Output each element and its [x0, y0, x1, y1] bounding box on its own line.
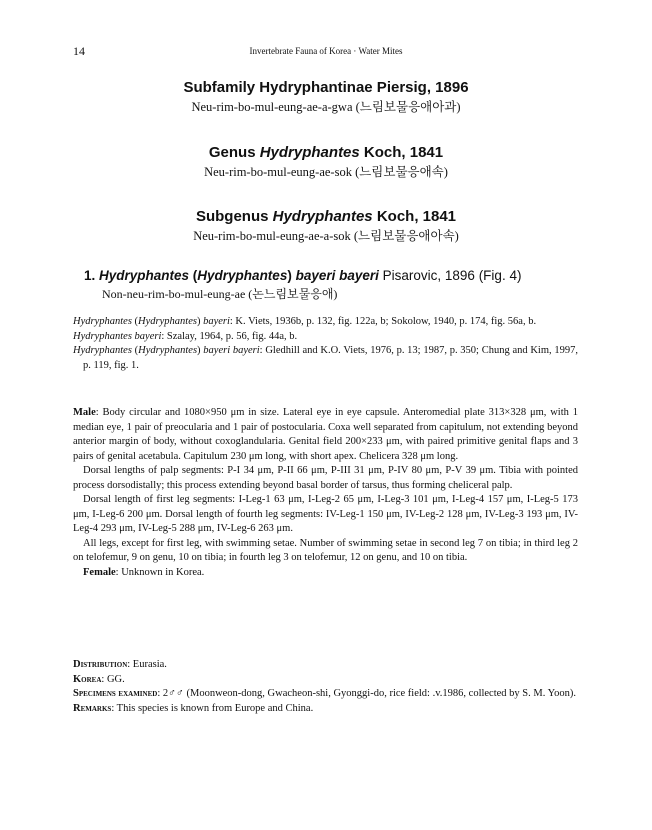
genus-heading: [0, 143, 652, 181]
setae-description: All legs, except for first leg, with swimming setae. Number of swimming setae in second leg 7 on tibia; in third leg 2 on telofemur, 9 on genu, 10 on tibia; in fourth leg 3 on telofemur, 12 on genu, and 10 on tibia.: [73, 537, 578, 563]
subgenus-prefix: Subgenus: [195, 208, 273, 225]
palp-description: Dorsal lengths of palp segments: P-I 34 μm, P-II 66 μm, P-III 31 μm, P-IV 80 μm, P-V 39 μm. Tibia with pointed process dorsodistally; this process extending beyond basal border of tarsus, thus forming cheliceral palp.: [73, 465, 578, 491]
distribution-note: [73, 658, 578, 673]
genus-korean-name: Neu-rim-bo-mul-eung-ae-sok (느림보물응애속): [204, 165, 448, 179]
subgenus-title: [0, 207, 652, 227]
remarks-text: : This species is known from Europe and China.: [111, 702, 314, 714]
synonym-subgenus: Hydryphantes: [138, 345, 198, 356]
subfamily-korean-name: Neu-rim-bo-mul-eung-ae-a-gwa (느림보물응애아과): [191, 100, 461, 114]
synonym-epithet: bayeri: [203, 316, 230, 327]
subgenus-author: Koch, 1841: [372, 208, 457, 225]
synonym-genus: Hydryphantes: [73, 330, 132, 342]
subgenus-heading: [0, 207, 652, 245]
species-subgenus: Hydryphantes: [197, 268, 288, 283]
female-description: [73, 566, 578, 581]
synonym-epithet: bayeri bayeri: [203, 345, 260, 356]
female-text: : Unknown in Korea.: [115, 566, 205, 578]
species-korean-name: Non-neu-rim-bo-mul-eung-ae (논느림보물응애): [102, 287, 338, 301]
specimens-label: Specimens examined: [73, 688, 158, 699]
synonym-citation: : K. Viets, 1936b, p. 132, fig. 122a, b; Sokolow, 1940, p. 174, fig. 56a, b.: [229, 316, 537, 327]
synonym-citation: : Szalay, 1964, p. 56, fig. 44a, b.: [161, 330, 298, 342]
male-description: [73, 406, 578, 464]
synonymy-list: [73, 315, 578, 373]
subfamily-title: Subfamily Hydryphantinae Piersig, 1896: [183, 79, 469, 96]
korea-label: Korea: [73, 673, 102, 685]
subfamily-heading: [0, 78, 652, 116]
synonym-entry: [73, 330, 578, 345]
page-number: 14: [73, 44, 85, 58]
remarks-note: [73, 702, 578, 717]
species-epithet: bayeri bayeri: [295, 268, 379, 283]
species-genus: Hydryphantes: [99, 268, 190, 283]
genus-title: [0, 143, 652, 163]
specimens-text: : 2♂♂ (Moonweon-dong, Gwacheon-shi, Gyonggi-do, rice field: .v.1986, collected by S. M. Yoon).: [157, 688, 576, 699]
species-notes: [73, 658, 578, 716]
distribution-label: Distribution: [73, 659, 128, 670]
subgenus-korean-name: Neu-rim-bo-mul-eung-ae-a-sok (느림보물응애아속): [193, 229, 459, 243]
synonym-genus: Hydryphantes: [73, 345, 132, 356]
genus-prefix: Genus: [208, 144, 260, 161]
genus-name: Hydryphantes: [259, 144, 360, 161]
genus-author: Koch, 1841: [359, 144, 444, 161]
korea-note: [73, 673, 578, 688]
female-label: Female: [83, 566, 116, 578]
leg-description: Dorsal length of first leg segments: I-Leg-1 63 μm, I-Leg-2 65 μm, I-Leg-3 101 μm, I-Leg-4 157 μm, I-Leg-5 173 μm, I-Leg-6 200 μm. Dorsal length of fourth leg segments: IV-Leg-1 150 μm, IV-Leg-2 128 μm, IV-Leg-3 193 μm, IV-Leg-4 293 μm, IV-Leg-5 288 μm, IV-Leg-6 263 μm.: [73, 494, 578, 534]
subgenus-name: Hydryphantes: [272, 208, 373, 225]
synonym-genus: Hydryphantes: [73, 316, 132, 327]
synonym-epithet: bayeri: [134, 330, 162, 342]
species-number: 1.: [84, 268, 100, 283]
distribution-text: : Eurasia.: [127, 659, 167, 670]
korea-text: : GG.: [101, 673, 125, 685]
species-title: 1. Hydryphantes (Hydryphantes) bayeri bayeri Pisarovic, 1896 (Fig. 4): [84, 268, 522, 283]
species-author: Pisarovic, 1896 (Fig. 4): [378, 268, 522, 283]
male-label: Male: [73, 407, 96, 418]
male-text: : Body circular and 1080×950 μm in size. Lateral eye in eye capsule. Anteromedial plate 313×328 μm, with 1 median eye, 1 pair of preocularia and 1 pair of postocularia. Coxa well separated from capitulum, not extending beyond anterior margin of body, without coxoglandularia. Genital field 200×233 μm, with paired primitive genital flaps and 3 pairs of genital acetabula. Capitulum 230 μm long, with short apex. Chelicera 328 μm long.: [73, 407, 578, 462]
synonym-entry: Hydryphantes (Hydryphantes) bayeri bayeri: Gledhill and K.O. Viets, 1976, p. 13; 1987, p. 350; Chung and Kim, 1997, p. 119, fig. 1.: [73, 345, 578, 371]
specimens-note: [73, 687, 578, 702]
remarks-label: Remarks: [73, 702, 112, 714]
synonym-citation: : Gledhill and K.O. Viets, 1976, p. 13; 1987, p. 350; Chung and Kim, 1997, p. 119, fig. 1.: [83, 345, 578, 371]
synonym-subgenus: Hydryphantes: [138, 316, 197, 327]
running-head: Invertebrate Fauna of Korea · Water Mites: [249, 46, 403, 56]
species-description: [73, 406, 578, 580]
synonym-entry: Hydryphantes (Hydryphantes) bayeri: K. Viets, 1936b, p. 132, fig. 122a, b; Sokolow, 1940, p. 174, fig. 56a, b.: [73, 316, 537, 327]
species-heading: [84, 266, 521, 303]
